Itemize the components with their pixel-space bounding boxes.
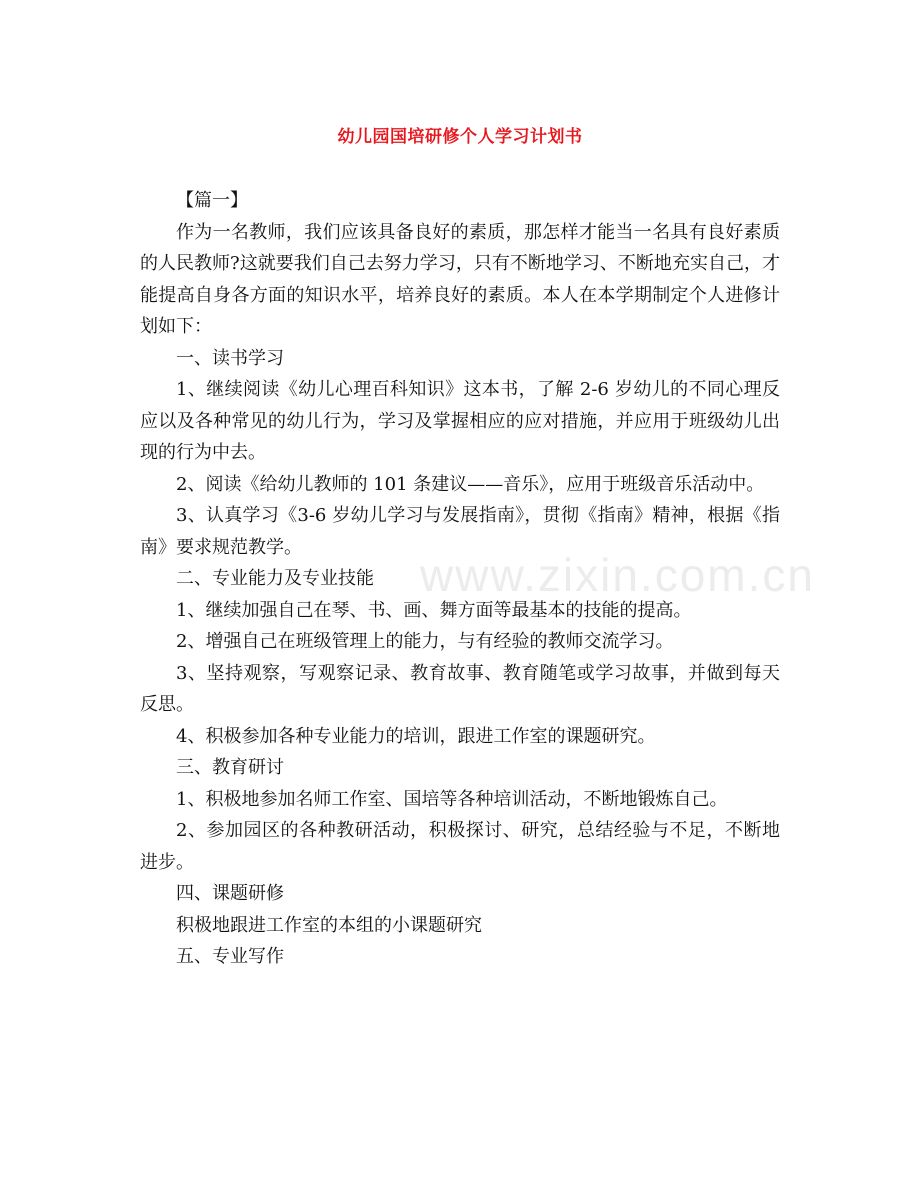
topic-study-item: 积极地跟进工作室的本组的小课题研究 bbox=[176, 914, 482, 936]
heading-reading: 一、读书学习 bbox=[176, 347, 284, 369]
research-item-2: 2、参加园区的各种教研活动，积极探讨、研究，总结经验与不足，不断地进步。 bbox=[140, 820, 780, 873]
research-item-1: 1、积极地参加名师工作室、国培等各种培训活动，不断地锻炼自己。 bbox=[176, 788, 728, 810]
heading-research: 三、教育研讨 bbox=[176, 757, 284, 778]
skills-item-3: 3、坚持观察，写观察记录、教育故事、教育随笔或学习故事，并做到每天反思。 bbox=[140, 662, 780, 715]
reading-item-1: 1、继续阅读《幼儿心理百科知识》这本书，了解 2-6 岁幼儿的不同心理反应以及各种常见的幼儿行为，学习及掌握相应的应对措施，并应用于班级幼儿出现的行为中去。 bbox=[140, 379, 780, 463]
heading-writing: 五、专业写作 bbox=[176, 946, 284, 967]
reading-item-2: 2、阅读《给幼儿教师的 101 条建议——音乐》，应用于班级音乐活动中。 bbox=[176, 473, 765, 495]
skills-item-4: 4、积极参加各种专业能力的培训，跟进工作室的课题研究。 bbox=[176, 725, 656, 747]
document-title: 幼儿园国培研修个人学习计划书 bbox=[337, 127, 583, 147]
skills-item-2: 2、增强自己在班级管理上的能力，与有经验的教师交流学习。 bbox=[176, 631, 674, 652]
heading-topic-study: 四、课题研修 bbox=[176, 883, 284, 904]
heading-skills: 二、专业能力及专业技能 bbox=[176, 568, 374, 589]
section-label: 【篇一】 bbox=[176, 190, 248, 211]
skills-item-1: 1、继续加强自己在琴、书、画、舞方面等最基本的技能的提高。 bbox=[176, 599, 692, 621]
reading-item-3: 3、认真学习《3-6 岁幼儿学习与发展指南》，贯彻《指南》精神，根据《指南》要求规范教学。 bbox=[140, 505, 780, 558]
watermark-text: www.zixin.com.cn bbox=[420, 549, 815, 601]
intro-paragraph: 作为一名教师，我们应该具备良好的素质，那怎样才能当一名具有良好素质的人民教师?这就要我们自己去努力学习，只有不断地学习、不断地充实自己，才能提高自身各方面的知识水平，培养良好的素质。本人在本学期制定个人进修计划如下： bbox=[140, 221, 780, 337]
